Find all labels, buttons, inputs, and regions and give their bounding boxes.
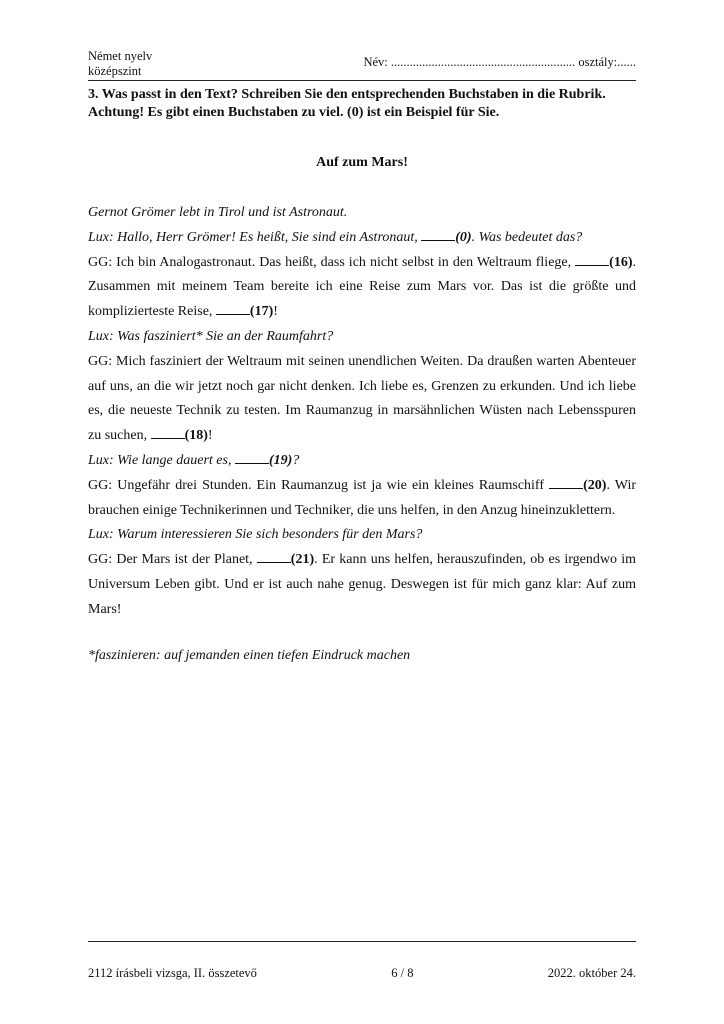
exam-code: 2112 írásbeli vizsga, II. összetevő [88, 966, 257, 980]
answer-1: GG: Ich bin Analogastronaut. Das heißt, dass ich nicht selbst in den Weltraum fliege, (16). Zusammen mit meinem Team bereite ich eine Reise zum Mars vor. Das ist die größte und komplizierteste Reise, (17)! [88, 254, 636, 320]
intro-line: Gernot Grömer lebt in Tirol und ist Astronaut. [88, 205, 348, 220]
gap-20[interactable] [549, 476, 583, 489]
gap-21[interactable] [257, 550, 291, 563]
gap-0-number: (0) [455, 229, 472, 245]
gap-19[interactable] [235, 451, 269, 464]
gap-20-number: (20) [583, 477, 607, 493]
question-4: Lux: Warum interessieren Sie sich besonders für den Mars? [88, 527, 423, 543]
question-2: Lux: Was fasziniert* Sie an der Raumfahrt? [88, 328, 334, 344]
page-number: 6 / 8 [391, 966, 414, 980]
footer-divider [88, 941, 636, 942]
subject-level: középszint [88, 64, 142, 78]
footnote: *faszinieren: auf jemanden einen tiefen Eindruck machen [88, 648, 411, 663]
gap-17-number: (17) [249, 304, 274, 320]
subject-header [88, 49, 152, 79]
gap-0[interactable] [421, 228, 455, 241]
answer-2: GG: Mich fasziniert der Weltraum mit seinen unendlichen Weiten. Da draußen warten Abenteuer auf uns, an die wir jetzt noch gar nicht denken. Ich liebe es, Grenzen zu erkunden. Und ich liebe es, die neueste Technik zu testen. Im Raumanzug in marsähnlichen Wüsten nach Lebensspuren zu suchen, (18)! [88, 353, 636, 444]
article-body [88, 201, 636, 623]
gap-16[interactable] [575, 253, 609, 266]
task-instructions: 3. Was passt in den Text? Schreiben Sie den entsprechenden Buchstaben in die Rubrik. Achtung! Es gibt einen Buchstaben zu viel. (0) ist ein Beispiel für Sie. [88, 87, 606, 120]
answer-4: GG: Der Mars ist der Planet, (21). Er kann uns helfen, herauszufinden, ob es irgendwo im Universum Leben gibt. Und er ist auch nahe genug. Deswegen ist für mich ganz klar: Auf zum Mars! [88, 552, 637, 617]
gap-17[interactable] [216, 302, 250, 315]
subject-language: Német nyelv [88, 49, 153, 63]
gap-18-number: (18) [184, 428, 208, 444]
answer-3: GG: Ungefähr drei Stunden. Ein Raumanzug ist ja wie ein kleines Raumschiff (20). Wir brauchen einige Technikerinnen und Techniker, die uns helfen, in den Anzug hineinzuklettern. [88, 477, 636, 518]
gap-18[interactable] [151, 426, 185, 439]
gap-19-number: (19) [268, 452, 293, 468]
page-footer [88, 966, 636, 981]
name-class-field: Név: ........................................................... osztály:...... [363, 55, 636, 69]
gap-16-number: (16) [609, 254, 633, 270]
article-title: Auf zum Mars! [316, 155, 408, 170]
gap-21-number: (21) [290, 552, 315, 568]
header-divider [88, 80, 636, 81]
question-1: Lux: Hallo, Herr Grömer! Es heißt, Sie sind ein Astronaut, (0). Was bedeutet das? [88, 229, 583, 245]
question-3: Lux: Wie lange dauert es, (19)? [88, 452, 300, 468]
exam-date: 2022. október 24. [547, 966, 636, 980]
